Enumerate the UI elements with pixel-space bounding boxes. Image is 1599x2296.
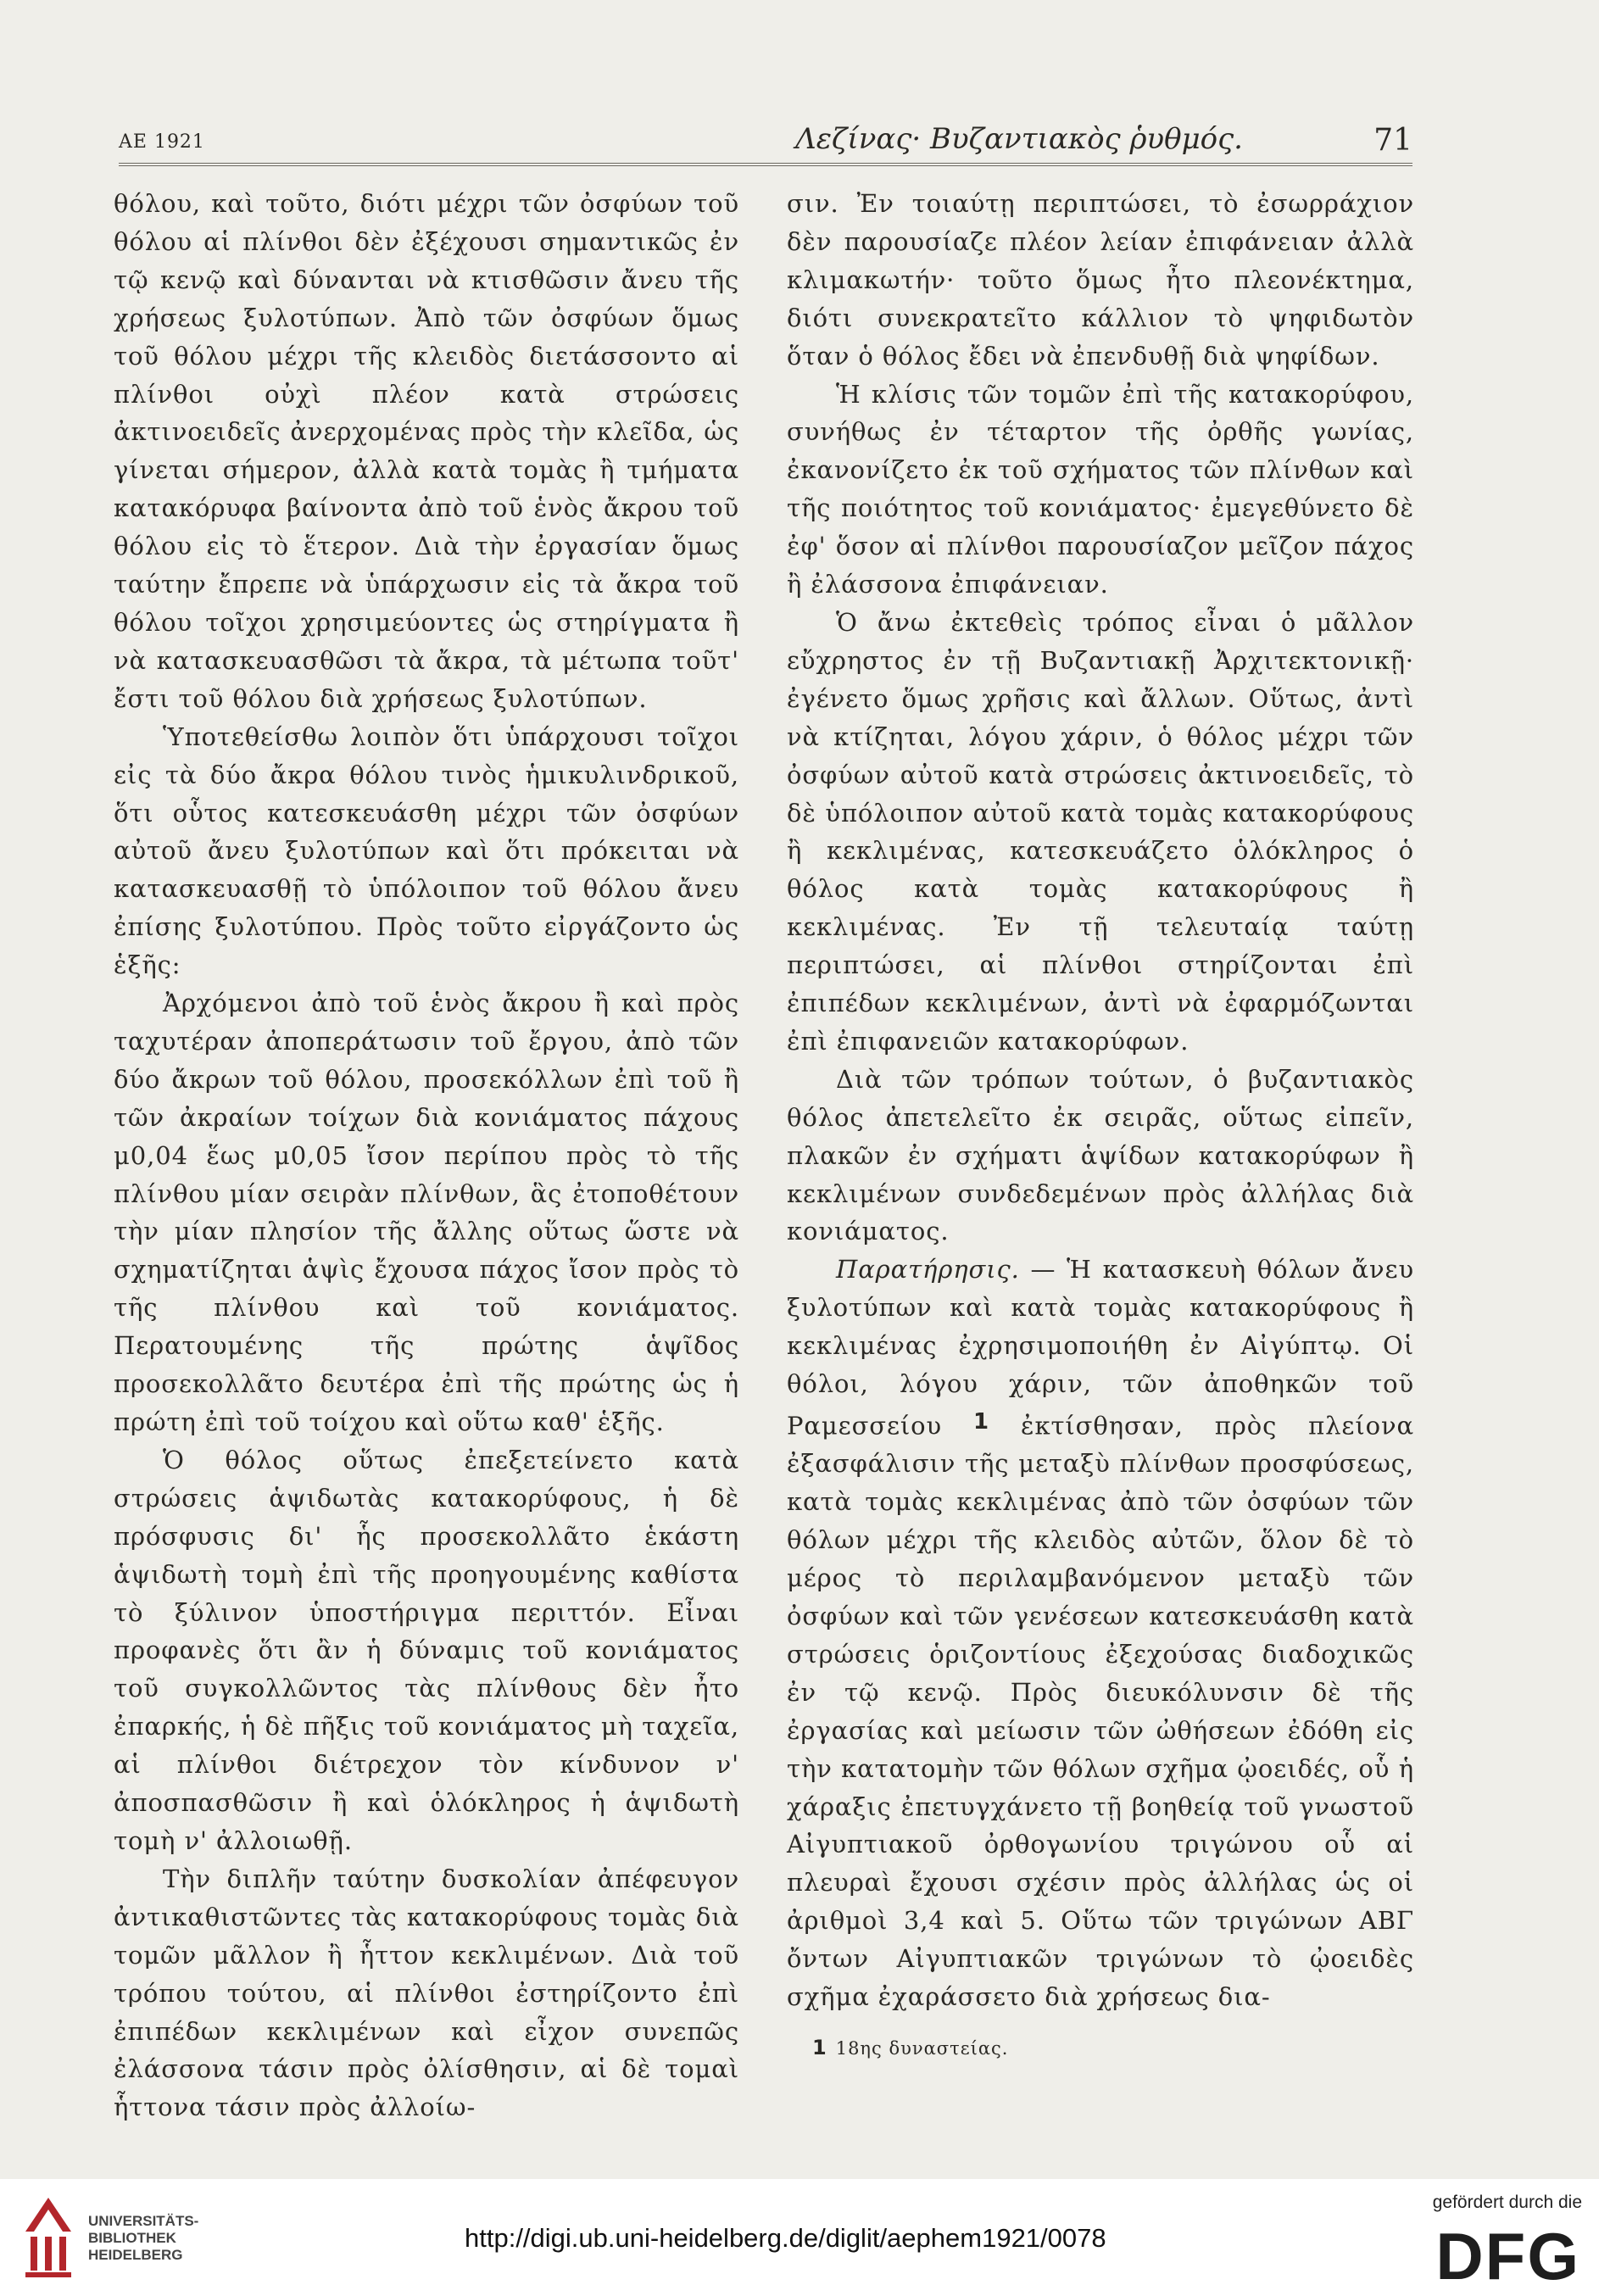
footnote — [787, 2035, 1414, 2061]
footnote-number: 1 — [812, 2036, 827, 2059]
paragraph: Ὁ θόλος οὕτως ἐπεξετείνετο κατὰ στρώσεις ἁψιδωτὰς κατακορύφους, ἡ δὲ πρόσφυσις δι' ἧς προσεκολλᾶτο ἑκάστη ἁψιδωτὴ τομὴ ἐπὶ τῆς προηγουμένης καθίστα τὸ ξύλινον ὑποστήριγμα περιττόν. Εἶναι προφανὲς ὅτι ἂν ἡ δύναμις τοῦ κονιάματος τοῦ συγκολλῶντος τὰς πλίνθους δὲν ἦτο ἐπαρκής, ἡ δὲ πῆξις τοῦ κονιάματος μὴ ταχεῖα, αἱ πλίνθοι διέτρεχον τὸν κίνδυνον ν' ἀποσπασθῶσιν ἢ καὶ ὁλόκληρος ἡ ἁψιδωτὴ τομὴ ν' ἀλλοιωθῇ. — [114, 1445, 739, 1855]
library-name: UNIVERSITÄTS- BIBLIOTHEK HEIDELBERG — [88, 2213, 199, 2263]
footnote-text: 18ης δυναστείας. — [835, 2038, 1009, 2059]
footnote-marker: 1 — [973, 1409, 990, 1435]
digitization-footer — [0, 2179, 1599, 2296]
paragraph: σιν. Ἐν τοιαύτῃ περιπτώσει, τὸ ἐσωρράχιον δὲν παρουσίαζε πλέον λείαν ἐπιφάνειαν ἀλλὰ κλιμακωτήν· τοῦτο ὅμως ἦτο πλεονέκτημα, διότι συνεκρατεῖτο κάλλιον τὸ ψηφιδωτὸν ὅταν ὁ θόλος ἔδει νὰ ἐπενδυθῇ διὰ ψηφίδων. — [787, 189, 1414, 371]
paragraph: Ὑποτεθείσθω λοιπὸν ὅτι ὑπάρχουσι τοῖχοι εἰς τὰ δύο ἄκρα θόλου τινὸς ἡμικυλινδρικοῦ, ὅτι οὗτος κατεσκευάσθη μέχρι τῶν ὀσφύων αὐτοῦ ἄνευ ξυλοτύπων καὶ ὅτι πρόκειται νὰ κατασκευασθῇ τὸ ὑπόλοιπον τοῦ θόλου ἄνευ ἐπίσης ξυλοτύπου. Πρὸς τοῦτο εἰργάζοντο ὡς ἑξῆς: — [114, 722, 739, 980]
paragraph: θόλου, καὶ τοῦτο, διότι μέχρι τῶν ὀσφύων τοῦ θόλου αἱ πλίνθοι δὲν ἐξέχουσι σημαντικῶς ἐν τῷ κενῷ καὶ δύνανται νὰ κτισθῶσιν ἄνευ τῆς χρήσεως ξυλοτύπων. Ἀπὸ τῶν ὀσφύων ὅμως τοῦ θόλου μέχρι τῆς κλειδὸς διετάσσοντο αἱ πλίνθοι οὐχὶ πλέον κατὰ στρώσεις ἀκτινοειδεῖς ἀνερχομένας πρὸς τὴν κλεῖδα, ὡς γίνεται σήμερον, ἀλλὰ κατὰ τομὰς ἢ τμήματα κατακόρυφα βαίνοντα ἀπὸ τοῦ ἑνὸς ἄκρου τοῦ θόλου εἰς τὸ ἕτερον. Διὰ τὴν ἐργασίαν ὅμως ταύτην ἔπρεπε νὰ ὑπάρχωσιν εἰς τὰ ἄκρα τοῦ θόλου τοῖχοι χρησιμεύοντες ὡς στηρίγματα ἢ νὰ κατασκευασθῶσι τὰ ἄκρα, τὰ μέτωπα τοῦτ' ἔστι τοῦ θόλου διὰ χρήσεως ξυλοτύπων. — [114, 189, 739, 713]
paragraph: Ἀρχόμενοι ἀπὸ τοῦ ἑνὸς ἄκρου ἢ καὶ πρὸς ταχυτέραν ἀποπεράτωσιν τοῦ ἔργου, ἀπὸ τῶν δύο ἄκρων τοῦ θόλου, προσεκόλλων ἐπὶ τοῦ ἢ τῶν ἀκραίων τοίχων διὰ κονιάματος πάχους μ0,04 ἕως μ0,05 ἴσον περίπου πρὸς τὸ τῆς πλίνθου μίαν σειρὰν πλίνθων, ἃς ἐτοποθέτουν τὴν μίαν πλησίον τῆς ἄλλης οὕτως ὥστε νὰ σχηματίζηται ἁψὶς ἔχουσα πάχος ἴσον πρὸς τὸ τῆς πλίνθου καὶ τοῦ κονιάματος. Περατουμένης τῆς πρώτης ἁψῖδος προσεκολλᾶτο δευτέρα ἐπὶ τῆς πρώτης ὡς ἡ πρώτη ἐπὶ τοῦ τοίχου καὶ οὕτω καθ' ἑξῆς. — [114, 989, 739, 1436]
observation-heading: Παρατήρησις. — [836, 1255, 1020, 1285]
dfg-logo: DFG — [1435, 2219, 1580, 2293]
text-run: — Ἡ κατασκευὴ θόλων ἄνευ ξυλοτύπων καὶ κατὰ τομὰς κατακορύφους ἢ κεκλιμένας ἐχρησιμοποιήθη ἐν Αἰγύπτῳ. Οἱ θόλοι, λόγου χάριν, τῶν ἀποθηκῶν τοῦ Ραμεσσείου — [787, 1255, 1414, 1441]
right-column — [787, 185, 1414, 2061]
paragraph: Τὴν διπλῆν ταύτην δυσκολίαν ἀπέφευγον ἀντικαθιστῶντες τὰς κατακορύφους τομὰς διὰ τομῶν μᾶλλον ἢ ἧττον κεκλιμένων. Διὰ τοῦ τρόπου τούτου, αἱ πλίνθοι ἐστηρίζοντο ἐπὶ ἐπιπέδων κεκλιμένων καὶ εἶχον συνεπῶς ἐλάσσονα τάσιν πρὸς ὀλίσθησιν, αἱ δὲ τομαὶ ἧττονα τάσιν πρὸς ἀλλοίω- — [114, 1864, 739, 2122]
library-logo-icon — [19, 2194, 78, 2279]
left-column — [114, 185, 739, 2126]
paragraph: Ἡ κλίσις τῶν τομῶν ἐπὶ τῆς κατακορύφου, συνήθως ἐν τέταρτον τῆς ὀρθῆς γωνίας, ἐκανονίζετο ἐκ τοῦ σχήματος τῶν πλίνθων καὶ τῆς ποιότητος τοῦ κονιάματος· ἐμεγεθύνετο δὲ ἐφ' ὅσον αἱ πλίνθοι παρουσίαζον μεῖζον πάχος ἢ ἐλάσσονα ἐπιφάνειαν. — [787, 379, 1414, 599]
page-number: 71 — [1373, 123, 1412, 158]
text-run: ἐκτίσθησαν, πρὸς πλείονα ἐξασφάλισιν τῆς μεταξὺ πλίνθων προσφύσεως, κατὰ τομὰς κεκλιμένας ἀπὸ τῶν ὀσφύων τῶν θόλων μέχρι τῆς κλειδὸς αὐτῶν, ὅλον δὲ τὸ μέρος τὸ περιλαμβανόμενον μεταξὺ τῶν ὀσφύων καὶ τῶν γενέσεων κατεσκευάσθη κατὰ στρώσεις ὁριζοντίους ἐξεχούσας διαδοχικῶς ἐν τῷ κενῷ. Πρὸς διευκόλυνσιν δὲ τῆς ἐργασίας καὶ μείωσιν τῶν ὠθήσεων ἐδόθη εἰς τὴν κατατομὴν τῶν θόλων σχῆμα ᾠοειδές, οὗ ἡ χάραξις ἐπετυγχάνετο τῇ βοηθείᾳ τοῦ γνωστοῦ Αἰγυπτιακοῦ ὀρθογωνίου τριγώνου οὗ αἱ πλευραὶ ἔχουσι σχέσιν πρὸς ἀλλήλας ὡς οἱ ἀριθμοὶ 3,4 καὶ 5. Οὕτω τῶν τριγώνων ΑΒΓ ὄντων Αἰγυπτιακῶν τριγώνων τὸ ᾠοειδὲς σχῆμα ἐχαράσσετο διὰ χρήσεως δια- — [787, 1411, 1414, 2012]
paragraph: Ὁ ἄνω ἐκτεθεὶς τρόπος εἶναι ὁ μᾶλλον εὔχρηστος ἐν τῇ Βυζαντιακῇ Ἀρχιτεκτονικῇ· ἐγένετο ὅμως χρῆσις καὶ ἄλλων. Οὕτως, ἀντὶ νὰ κτίζηται, λόγου χάριν, ὁ θόλος μέχρι τῶν ὀσφύων αὐτοῦ κατὰ στρώσεις ἀκτινοειδεῖς, τὸ δὲ ὑπόλοιπον αὐτοῦ κατὰ τομὰς κατακορύφους ἢ κεκλιμένας, κατεσκευάζετο ὁλόκληρος ὁ θόλος κατὰ τομὰς κατακορύφους ἢ κεκλιμένας. Ἐν τῇ τελευταίᾳ ταύτῃ περιπτώσει, αἱ πλίνθοι στηρίζονται ἐπὶ ἐπιπέδων κεκλιμένων, ἀντὶ νὰ ἐφαρμόζωνται ἐπὶ ἐπιφανειῶν κατακορύφων. — [787, 607, 1414, 1056]
paragraph-observation — [787, 1251, 1414, 2016]
funding-label: gefördert durch die — [1432, 2193, 1582, 2212]
running-header — [119, 115, 1412, 166]
paragraph: Διὰ τῶν τρόπων τούτων, ὁ βυζαντιακὸς θόλος ἀπετελεῖτο ἐκ σειρᾶς, οὕτως εἰπεῖν, πλακῶν ἐν σχήματι ἁψίδων κατακορύφων ἢ κεκλιμένων συνδεδεμένων πρὸς ἀλλήλας διὰ κονιάματος. — [787, 1064, 1414, 1246]
running-title: Λεζίνας· Βυζαντιακὸς ῥυθμός. — [795, 122, 1243, 156]
journal-abbrev: ΑΕ 1921 — [119, 131, 205, 153]
permalink-url[interactable]: http://digi.ub.uni-heidelberg.de/diglit/aephem1921/0078 — [465, 2223, 1106, 2253]
